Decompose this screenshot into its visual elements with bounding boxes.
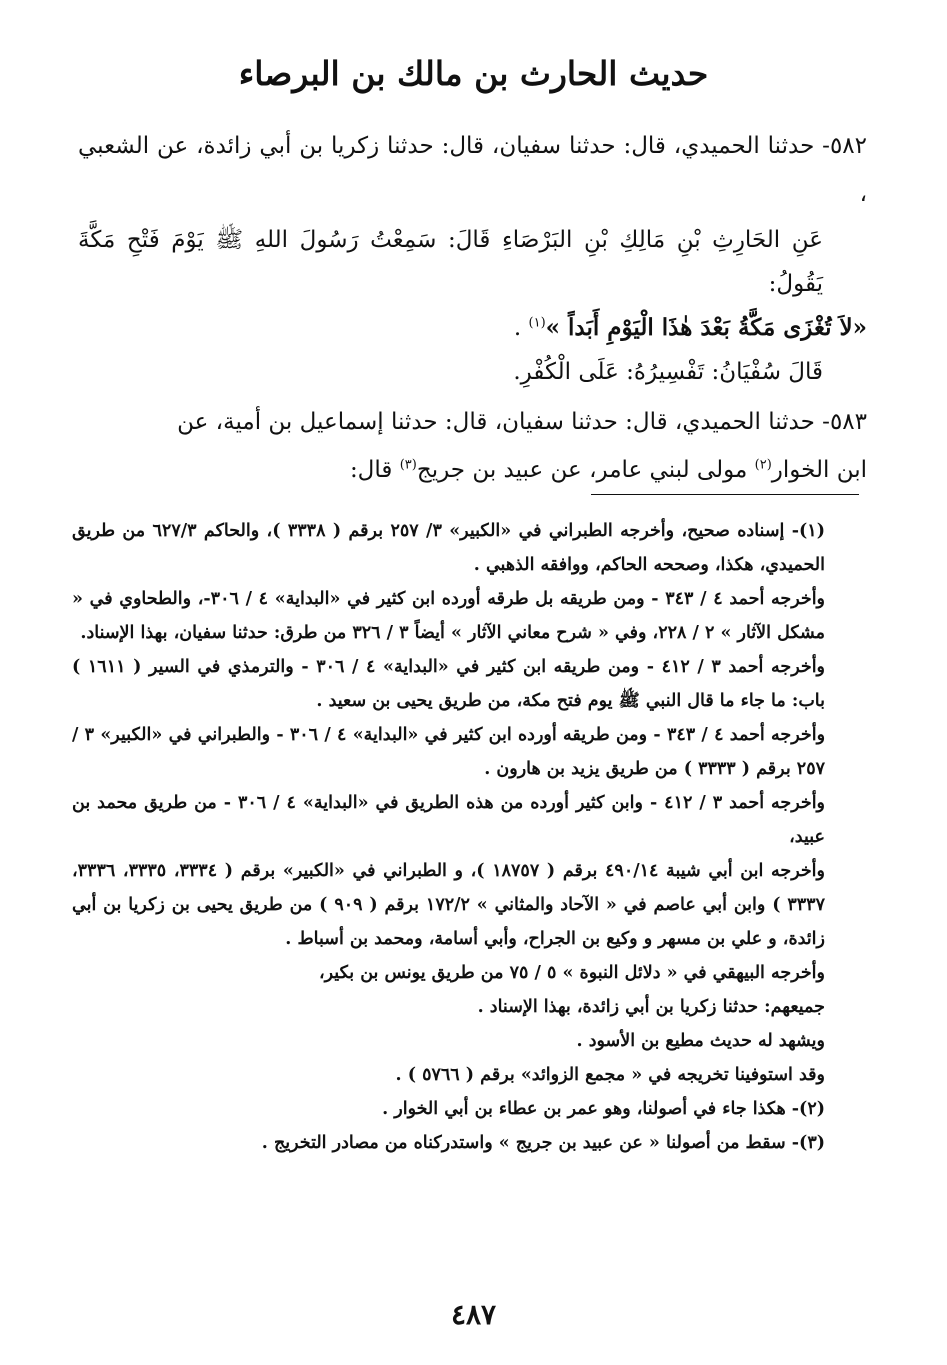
page-number: ٤٨٧: [450, 1298, 497, 1331]
footnote-1-paragraph: وأخرجه أحمد ٤ / ٣٤٣ - ومن طريقه أورده ابن كثير في «البداية» ٤ / ٣٠٦ - والطبراني في «الكبير» ٣ / ٢٥٧ برقم ( ٣٣٣٣ ) من طريق يزيد بن هارون .: [72, 725, 826, 779]
footnote-marker-3: (٣): [399, 457, 417, 473]
footnote-1-paragraph: جميعهم: حدثنا زكريا بن أبي زائدة، بهذا الإسناد .: [477, 997, 825, 1017]
footnote-marker-1: (١): [528, 315, 546, 331]
footnote-1-paragraph: ويشهد له حديث مطيع بن الأسود .: [576, 1031, 825, 1051]
footnote-1-paragraph: وقد استوفينا تخريجه في « مجمع الزوائد» برقم ( ٥٧٦٦ ) .: [395, 1065, 825, 1085]
footnote-1-paragraph: وأخرجه أحمد ٤ / ٣٤٣ - ومن طريقه بل طرقه أورده ابن كثير في «البداية» ٤ / ٣٠٦-، والطحاوي في « مشكل الآثار » ٢ / ٢٢٨، وفي « شرح معاني الآثار » أيضاً ٣ / ٣٢٦ من طرق: حدثنا سفيان، بهذا الإسناد.: [72, 589, 826, 643]
hadith-582-intro: عَنِ الحَارِثِ بْنِ مَالِكِ بْنِ البَرْصَاءِ قَالَ: سَمِعْتُ رَسُولَ اللهِ ﷺ يَوْمَ فَتْحِ مَكَّةَ يَقُولُ:: [78, 227, 823, 297]
hadith-583-chain-part-c: قال:: [349, 457, 400, 483]
main-text: [78, 122, 867, 494]
footnote-1-paragraph: وأخرجه أحمد ٣ / ٤١٢ - ومن طريقه ابن كثير في «البداية» ٤ / ٣٠٦ - والترمذي في السير ( ١٦١١ ) باب: ما جاء ما قال النبي ﷺ يوم فتح مكة، من طريق يحيى بن سعيد .: [72, 657, 826, 711]
footnote-1-paragraph: وأخرجه ابن أبي شيبة ٤٩٠/١٤ برقم ( ١٨٧٥٧ )، و الطبراني في «الكبير» برقم ( ٣٣٣٤، ٣٣٣٥، ٣٣٣٦، ٣٣٣٧ ) وابن أبي عاصم في « الآحاد والمثاني » ١٧٢/٢ برقم ( ٩٠٩ ) من طريق يحيى بن زكريا بن أبي زائدة، و علي بن مسهر و وكيع بن الجراح، وأبي أسامة، ومحمد بن أسباط .: [72, 861, 825, 949]
hadith-582-quote-end: .: [513, 315, 529, 341]
hadith-583-chain-part-a: ابن الخوار: [771, 457, 867, 483]
footnote-2: (٢)- هكذا جاء في أصولنا، وهو عمر بن عطاء بن أبي الخوار .: [382, 1099, 825, 1119]
footnote-1-paragraph: وأخرجه البيهقي في « دلائل النبوة » ٥ / ٧٥ من طريق يونس بن بكير،: [318, 963, 825, 983]
hadith-583-chain-part-b: مولى لبني عامر، عن عبيد بن جريج: [416, 457, 755, 483]
hadith-582-quote-line: [78, 306, 867, 350]
hadith-582-quote: «لاَ تُغْزَى مَكَّةُ بَعْدَ هٰذَا الْيَوْمِ أَبَداً »: [545, 314, 867, 341]
footnote-separator: [591, 494, 859, 495]
footnote-1-paragraph: وأخرجه أحمد ٣ / ٤١٢ - وابن كثير أورده من هذه الطريق في «البداية» ٤ / ٣٠٦ - من طريق محمد بن عبيد،: [72, 793, 826, 847]
hadith-582-chain: ٥٨٢- حدثنا الحميدي، قال: حدثنا سفيان، قال: حدثنا زكريا بن أبي زائدة، عن الشعبي ،: [78, 133, 867, 207]
footnotes: [72, 514, 873, 1160]
footnote-marker-2: (٢): [754, 457, 772, 473]
footnote-1: (١)- إسناده صحيح، وأخرجه الطبراني في «الكبير» ٣/ ٢٥٧ برقم ( ٣٣٣٨ )، والحاكم ٦٢٧/٣ من طريق الحميدي، هكذا، وصححه الحاكم، ووافقه الذهبي .: [72, 521, 825, 575]
page-title: حديث الحارث بن مالك بن البرصاء: [238, 54, 709, 93]
footnote-3: (٣)- سقط من أصولنا « عن عبيد بن جريج » واستدركناه من مصادر التخريج .: [261, 1133, 825, 1153]
hadith-583-chain-line-1: ٥٨٣- حدثنا الحميدي، قال: حدثنا سفيان، قال: حدثنا إسماعيل بن أمية، عن: [177, 409, 867, 435]
hadith-583-chain-line-2: [78, 446, 867, 494]
hadith-582-sufyan-comment: قَالَ سُفْيَانُ: تَفْسِيرُهُ: عَلَى الْكُفْرِ.: [513, 359, 823, 385]
